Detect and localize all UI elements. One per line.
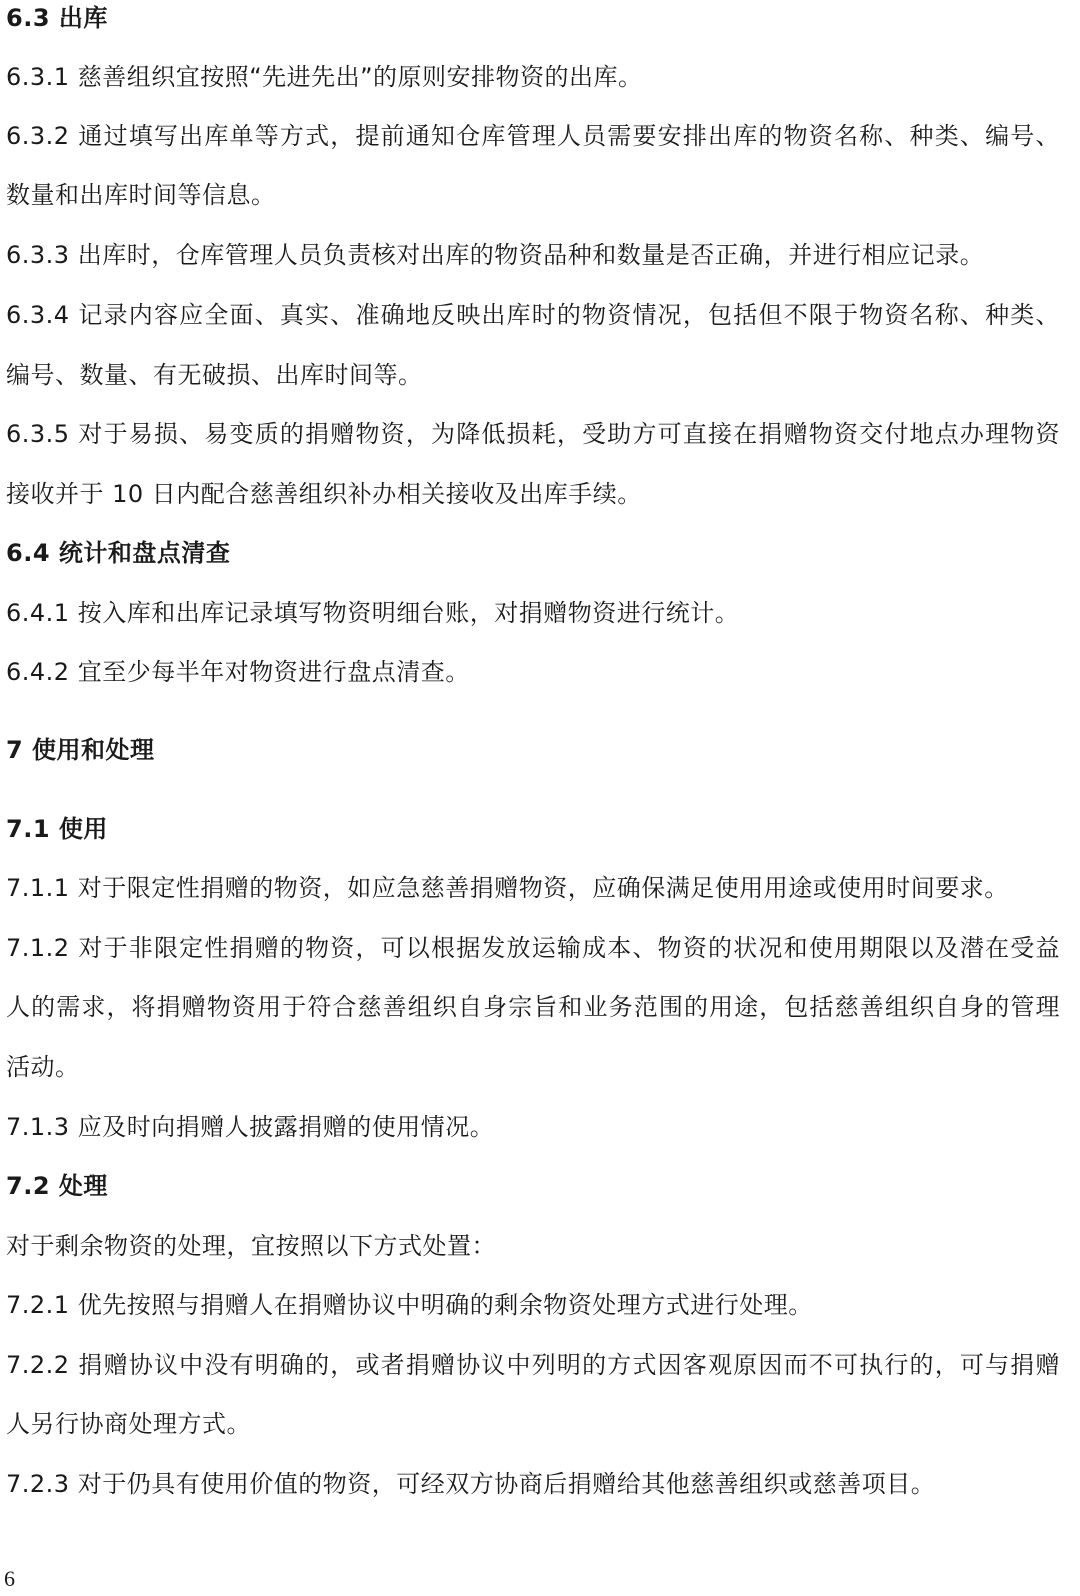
clause-7-1-1: 7.1.1 对于限定性捐赠的物资，如应急慈善捐赠物资，应确保满足使用用途或使用时间要求。	[6, 874, 1009, 902]
section-heading-7-1: 7.1 使用	[6, 815, 108, 843]
clause-6-4-1: 6.4.1 按入库和出库记录填写物资明细台账，对捐赠物资进行统计。	[6, 599, 740, 627]
clause-6-3-5-line-1: 6.3.5 对于易损、易变质的捐赠物资，为降低损耗，受助方可直接在捐赠物资交付地点办理物资	[6, 420, 1060, 448]
clause-7-1-2-line-2: 人的需求，将捐赠物资用于符合慈善组织自身宗旨和业务范围的用途，包括慈善组织自身的管理	[6, 993, 1060, 1021]
clause-6-3-2-line-1: 6.3.2 通过填写出库单等方式，提前通知仓库管理人员需要安排出库的物资名称、种类、编号、	[6, 122, 1060, 150]
clause-7-2-3: 7.2.3 对于仍具有使用价值的物资，可经双方协商后捐赠给其他慈善组织或慈善项目。	[6, 1470, 936, 1498]
clause-7-2-2-line-1: 7.2.2 捐赠协议中没有明确的，或者捐赠协议中列明的方式因客观原因而不可执行的，可与捐赠	[6, 1351, 1060, 1379]
clause-6-3-3: 6.3.3 出库时，仓库管理人员负责核对出库的物资品种和数量是否正确，并进行相应记录。	[6, 241, 985, 269]
clause-7-1-2-line-1: 7.1.2 对于非限定性捐赠的物资，可以根据发放运输成本、物资的状况和使用期限以及潜在受益	[6, 934, 1060, 962]
clause-6-3-4-line-1: 6.3.4 记录内容应全面、真实、准确地反映出库时的物资情况，包括但不限于物资名称、种类、	[6, 301, 1060, 329]
clause-7-2-2-line-2: 人另行协商处理方式。	[6, 1410, 251, 1438]
page-number: 6	[4, 1566, 15, 1591]
section-heading-6-3: 6.3 出库	[6, 4, 108, 32]
clause-6-3-1: 6.3.1 慈善组织宜按照“先进先出”的原则安排物资的出库。	[6, 63, 643, 91]
clause-6-3-5-line-2: 接收并于 10 日内配合慈善组织补办相关接收及出库手续。	[6, 480, 642, 508]
clause-6-4-2: 6.4.2 宜至少每半年对物资进行盘点清查。	[6, 658, 470, 686]
clause-7-2-1: 7.2.1 优先按照与捐赠人在捐赠协议中明确的剩余物资处理方式进行处理。	[6, 1291, 813, 1319]
clause-6-3-2-line-2: 数量和出库时间等信息。	[6, 181, 276, 209]
clause-6-3-4-line-2: 编号、数量、有无破损、出库时间等。	[6, 361, 423, 389]
clause-7-1-2-line-3: 活动。	[6, 1053, 80, 1081]
section-heading-6-4: 6.4 统计和盘点清查	[6, 539, 231, 567]
disposal-intro: 对于剩余物资的处理，宜按照以下方式处置：	[6, 1232, 496, 1260]
section-heading-7-2: 7.2 处理	[6, 1172, 108, 1200]
chapter-heading-7: 7 使用和处理	[6, 736, 155, 764]
clause-7-1-3: 7.1.3 应及时向捐赠人披露捐赠的使用情况。	[6, 1113, 495, 1141]
